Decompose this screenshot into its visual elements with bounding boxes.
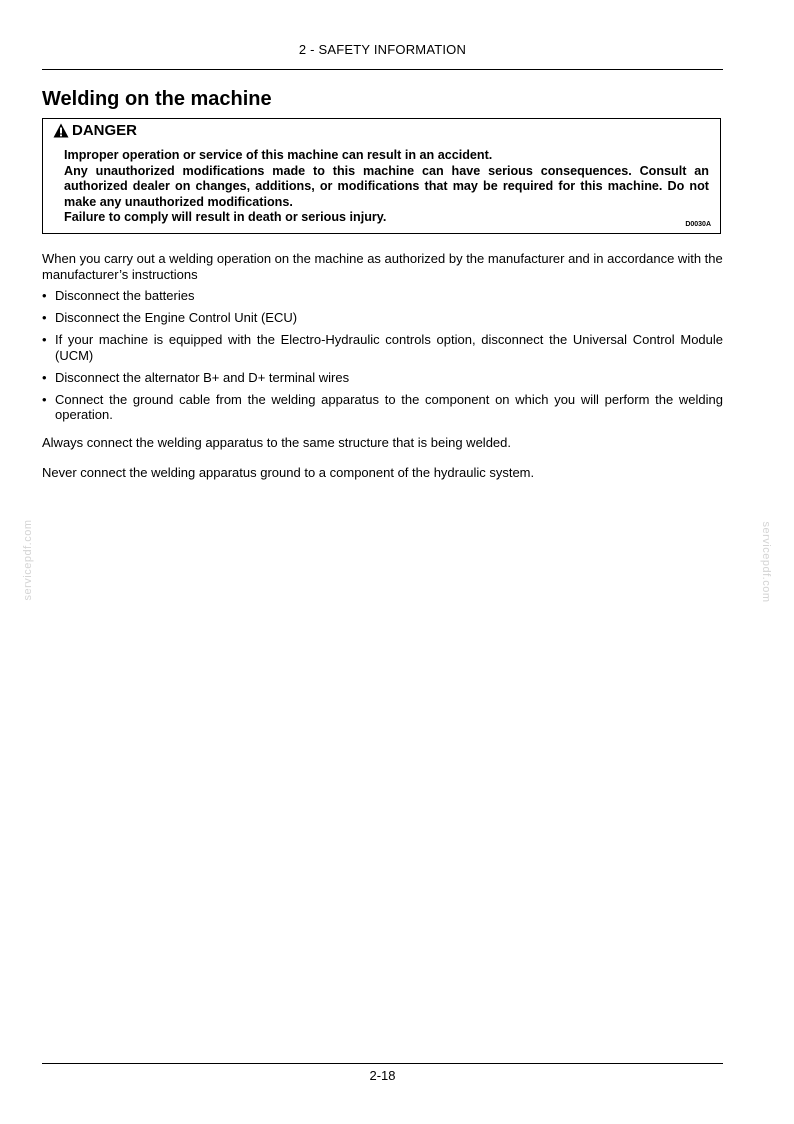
danger-heading [53, 122, 137, 139]
danger-label: DANGER [72, 122, 138, 139]
page-number: 2-18 [369, 1068, 396, 1083]
watermark-left: servicepdf.com [22, 519, 34, 601]
warning-triangle-icon [53, 123, 69, 138]
page-title: Welding on the machine [42, 88, 272, 110]
watermark-right: servicepdf.com [760, 521, 772, 603]
danger-line: Failure to comply will result in death or serious injury. [64, 210, 387, 224]
list-item-text: Disconnect the alternator B+ and D+ terminal wires [55, 369, 350, 385]
list-item-text: If your machine is equipped with the Electro-Hydraulic controls option, disconnect the Universal Control Module (UCM) [55, 332, 723, 363]
list-item-text: Connect the ground cable from the welding apparatus to the component on which you will perform the welding operation. [55, 391, 723, 422]
bullet-icon: • [42, 288, 47, 303]
intro-paragraph: When you carry out a welding operation on the machine as authorized by the manufacturer and in accordance with the manufacturer’s instructions [42, 251, 723, 282]
bullet-icon: • [42, 332, 47, 347]
danger-body [64, 148, 709, 226]
page-header: 2 - SAFETY INFORMATION [298, 42, 467, 57]
danger-code: D0030A [685, 221, 711, 228]
danger-line: Any unauthorized modifications made to this machine can have serious consequences. Consult an authorized dealer on changes, additions, or modifications that may be required for this machine. Do not make any unauthorized modifications. [64, 163, 709, 209]
danger-notice [42, 118, 721, 234]
paragraph: Never connect the welding apparatus ground to a component of the hydraulic system. [42, 465, 535, 480]
list-item-text: Disconnect the Engine Control Unit (ECU) [55, 310, 298, 325]
list-item [42, 288, 723, 304]
list-item [42, 392, 723, 423]
danger-line: Improper operation or service of this machine can result in an accident. [64, 148, 493, 162]
paragraph: Always connect the welding apparatus to the same structure that is being welded. [42, 435, 511, 450]
bullet-icon: • [42, 391, 47, 407]
list-item [42, 310, 723, 326]
list-item-text: Disconnect the batteries [55, 288, 195, 303]
bullet-icon: • [42, 310, 47, 325]
list-item [42, 332, 723, 363]
footer-divider [42, 1063, 723, 1064]
instruction-list [42, 288, 723, 429]
header-divider [42, 69, 723, 70]
list-item [42, 370, 723, 386]
bullet-icon: • [42, 369, 47, 385]
